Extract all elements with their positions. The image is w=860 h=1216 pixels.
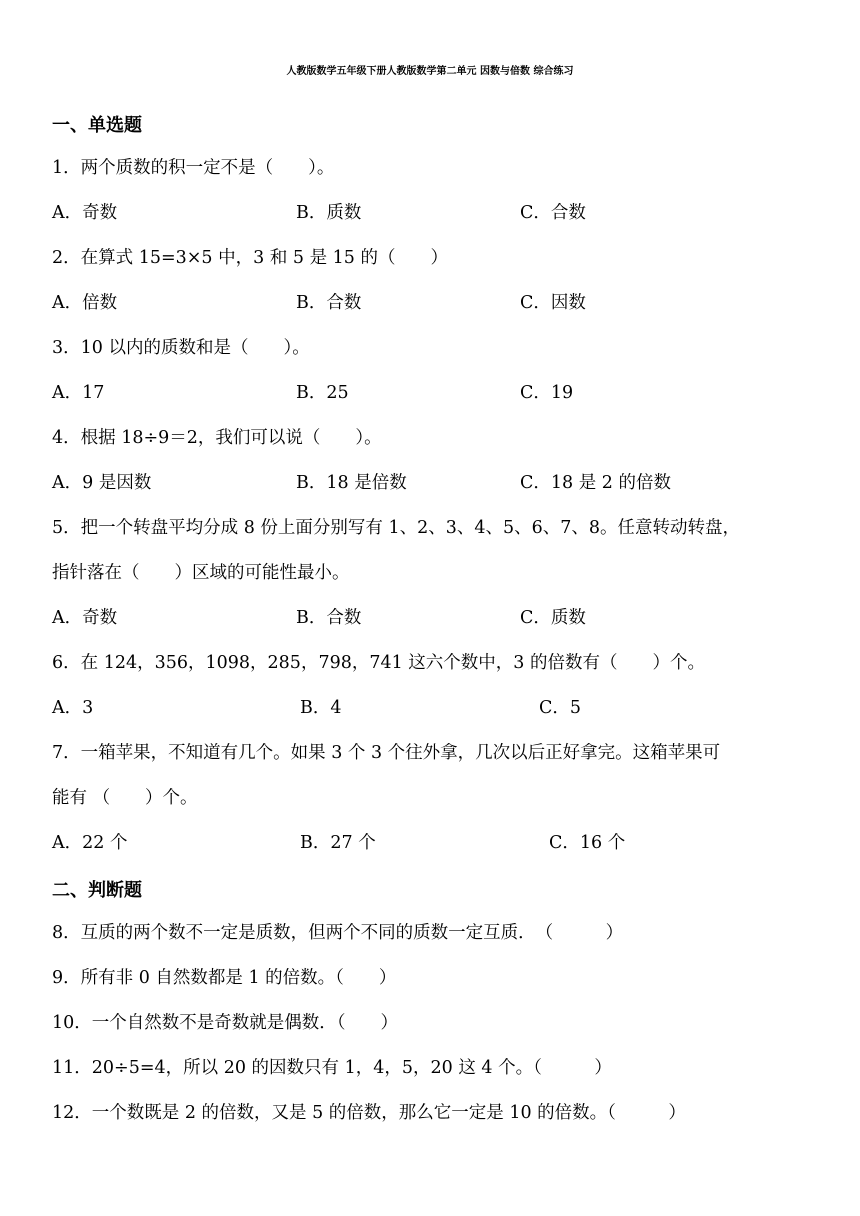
- q7-option-c[interactable]: C．16 个: [549, 833, 626, 853]
- question-5: 5．把一个转盘平均分成 8 份上面分别写有 1、2、3、4、5、6、7、8。任意转动转盘，: [52, 518, 741, 538]
- judgment-11: 11．20÷5=4，所以 20 的因数只有 1，4，5，20 这 4 个。（ ）: [52, 1058, 612, 1078]
- q2-option-a[interactable]: A．倍数: [52, 293, 118, 313]
- judgment-8: 8．互质的两个数不一定是质数，但两个不同的质数一定互质． （ ）: [52, 923, 624, 943]
- q6-option-b[interactable]: B．4: [300, 698, 342, 718]
- question-2: 2．在算式 15=3×5 中，3 和 5 是 15 的（ ）: [52, 248, 448, 268]
- page-title: 人教版数学五年级下册人教版数学第二单元 因数与倍数 综合练习: [286, 66, 574, 77]
- q1-option-a[interactable]: A．奇数: [52, 203, 118, 223]
- q2-option-c[interactable]: C．因数: [520, 293, 586, 313]
- question-1: 1．两个质数的积一定不是（ ）。: [52, 158, 335, 178]
- q4-option-c[interactable]: C．18 是 2 的倍数: [520, 473, 671, 493]
- q3-option-a[interactable]: A．17: [52, 383, 105, 403]
- section-heading-single-choice: 一、单选题: [52, 115, 142, 136]
- section-heading-true-false: 二、判断题: [52, 880, 142, 901]
- question-5-continued: 指针落在（ ）区域的可能性最小。: [52, 563, 350, 583]
- q1-option-c[interactable]: C．合数: [520, 203, 586, 223]
- question-4: 4．根据 18÷9＝2，我们可以说（ ）。: [52, 428, 382, 448]
- question-3: 3．10 以内的质数和是（ ）。: [52, 338, 310, 358]
- q4-option-b[interactable]: B．18 是倍数: [296, 473, 407, 493]
- q5-option-c[interactable]: C．质数: [520, 608, 586, 628]
- q6-option-c[interactable]: C．5: [539, 698, 582, 718]
- question-7: 7．一箱苹果，不知道有几个。如果 3 个 3 个往外拿，几次以后正好拿完。这箱苹果可: [52, 743, 721, 763]
- q2-option-b[interactable]: B．合数: [296, 293, 362, 313]
- q5-option-a[interactable]: A．奇数: [52, 608, 118, 628]
- judgment-9: 9．所有非 0 自然数都是 1 的倍数。（ ）: [52, 968, 397, 988]
- q3-option-b[interactable]: B．25: [296, 383, 349, 403]
- question-6: 6．在 124，356，1098，285，798，741 这六个数中，3 的倍数有（ ）个。: [52, 653, 706, 673]
- question-7-continued: 能有 （ ）个。: [52, 788, 198, 808]
- q7-option-b[interactable]: B．27 个: [300, 833, 376, 853]
- q3-option-c[interactable]: C．19: [520, 383, 574, 403]
- q4-option-a[interactable]: A．9 是因数: [52, 473, 152, 493]
- q1-option-b[interactable]: B．质数: [296, 203, 362, 223]
- judgment-12: 12．一个数既是 2 的倍数，又是 5 的倍数，那么它一定是 10 的倍数。（ ）: [52, 1103, 686, 1123]
- q7-option-a[interactable]: A．22 个: [52, 833, 128, 853]
- q5-option-b[interactable]: B．合数: [296, 608, 362, 628]
- judgment-10: 10．一个自然数不是奇数就是偶数．（ ）: [52, 1013, 399, 1033]
- q6-option-a[interactable]: A．3: [52, 698, 94, 718]
